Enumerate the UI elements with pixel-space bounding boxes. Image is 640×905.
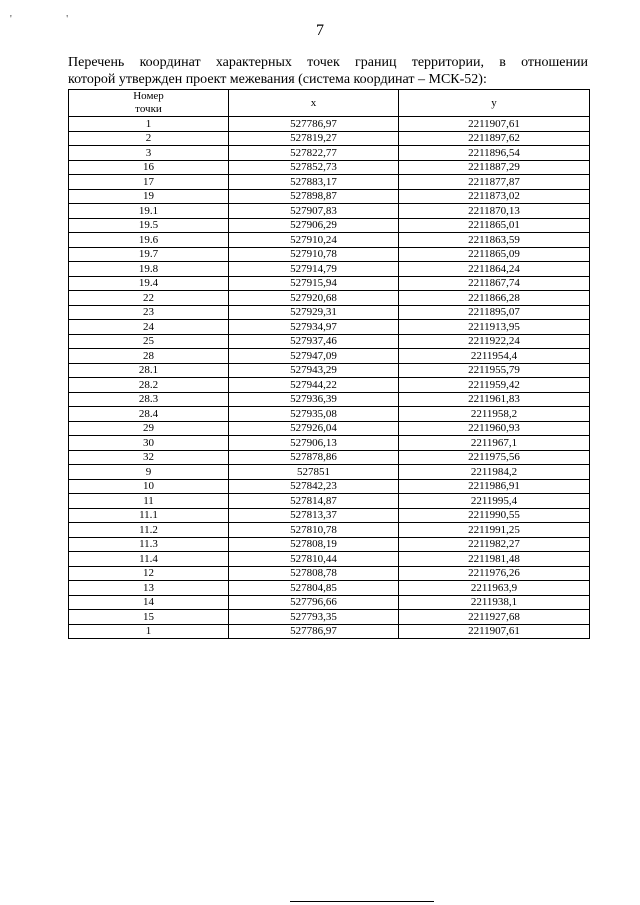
table-row (69, 407, 590, 422)
y-coordinate-cell: 2211913,95 (399, 320, 590, 335)
table-row (69, 247, 590, 262)
x-coordinate-cell: 527947,09 (229, 349, 399, 364)
y-coordinate-cell: 2211954,4 (399, 349, 590, 364)
table-row (69, 218, 590, 233)
header-point-line-1: Номер (133, 90, 164, 102)
x-coordinate-cell: 527936,39 (229, 392, 399, 407)
point-number-cell: 16 (69, 160, 229, 175)
x-coordinate-cell: 527910,24 (229, 233, 399, 248)
y-coordinate-cell: 2211927,68 (399, 610, 590, 625)
table-row (69, 349, 590, 364)
x-coordinate-cell: 527920,68 (229, 291, 399, 306)
header-y: y (399, 90, 590, 117)
table-row (69, 233, 590, 248)
y-coordinate-cell: 2211863,59 (399, 233, 590, 248)
y-coordinate-cell: 2211975,56 (399, 450, 590, 465)
x-coordinate-cell: 527786,97 (229, 624, 399, 639)
point-number-cell: 23 (69, 305, 229, 320)
table-row (69, 581, 590, 596)
y-coordinate-cell: 2211877,87 (399, 175, 590, 190)
table-row (69, 204, 590, 219)
point-number-cell: 11.1 (69, 508, 229, 523)
point-number-cell: 25 (69, 334, 229, 349)
point-number-cell: 19 (69, 189, 229, 204)
table-row (69, 465, 590, 480)
x-coordinate-cell: 527819,27 (229, 131, 399, 146)
point-number-cell: 30 (69, 436, 229, 451)
point-number-cell: 13 (69, 581, 229, 596)
y-coordinate-cell: 2211870,13 (399, 204, 590, 219)
x-coordinate-cell: 527914,79 (229, 262, 399, 277)
heading-line-2: которой утвержден проект межевания (система координат – МСК-52): (68, 72, 487, 87)
x-coordinate-cell: 527808,19 (229, 537, 399, 552)
point-number-cell: 19.1 (69, 204, 229, 219)
y-coordinate-cell: 2211922,24 (399, 334, 590, 349)
table-row (69, 117, 590, 132)
point-number-cell: 19.7 (69, 247, 229, 262)
point-number-cell: 15 (69, 610, 229, 625)
point-number-cell: 1 (69, 624, 229, 639)
corner-marks: ' ' (10, 14, 95, 25)
x-coordinate-cell: 527929,31 (229, 305, 399, 320)
y-coordinate-cell: 2211865,01 (399, 218, 590, 233)
point-number-cell: 11.2 (69, 523, 229, 538)
table-row (69, 624, 590, 639)
table-row (69, 160, 590, 175)
table-row (69, 436, 590, 451)
y-coordinate-cell: 2211960,93 (399, 421, 590, 436)
point-number-cell: 2 (69, 131, 229, 146)
y-coordinate-cell: 2211896,54 (399, 146, 590, 161)
x-coordinate-cell: 527906,29 (229, 218, 399, 233)
y-coordinate-cell: 2211959,42 (399, 378, 590, 393)
table-row (69, 479, 590, 494)
header-point-number (69, 90, 229, 117)
y-coordinate-cell: 2211986,91 (399, 479, 590, 494)
y-coordinate-cell: 2211887,29 (399, 160, 590, 175)
table-row (69, 378, 590, 393)
x-coordinate-cell: 527937,46 (229, 334, 399, 349)
y-coordinate-cell: 2211907,61 (399, 117, 590, 132)
y-coordinate-cell: 2211865,09 (399, 247, 590, 262)
x-coordinate-cell: 527793,35 (229, 610, 399, 625)
y-coordinate-cell: 2211991,25 (399, 523, 590, 538)
point-number-cell: 11.3 (69, 537, 229, 552)
y-coordinate-cell: 2211897,62 (399, 131, 590, 146)
y-coordinate-cell: 2211995,4 (399, 494, 590, 509)
table-row (69, 566, 590, 581)
x-coordinate-cell: 527926,04 (229, 421, 399, 436)
y-coordinate-cell: 2211864,24 (399, 262, 590, 277)
x-coordinate-cell: 527910,78 (229, 247, 399, 262)
point-number-cell: 29 (69, 421, 229, 436)
point-number-cell: 28 (69, 349, 229, 364)
point-number-cell: 11 (69, 494, 229, 509)
point-number-cell: 11.4 (69, 552, 229, 567)
y-coordinate-cell: 2211981,48 (399, 552, 590, 567)
x-coordinate-cell: 527804,85 (229, 581, 399, 596)
point-number-cell: 9 (69, 465, 229, 480)
y-coordinate-cell: 2211984,2 (399, 465, 590, 480)
point-number-cell: 10 (69, 479, 229, 494)
x-coordinate-cell: 527810,44 (229, 552, 399, 567)
table-row (69, 262, 590, 277)
y-coordinate-cell: 2211867,74 (399, 276, 590, 291)
table-row (69, 552, 590, 567)
footer-rule (290, 901, 434, 902)
table-row (69, 334, 590, 349)
x-coordinate-cell: 527822,77 (229, 146, 399, 161)
x-coordinate-cell: 527814,87 (229, 494, 399, 509)
point-number-cell: 14 (69, 595, 229, 610)
x-coordinate-cell: 527810,78 (229, 523, 399, 538)
table-body (69, 117, 590, 639)
point-number-cell: 17 (69, 175, 229, 190)
table-row (69, 421, 590, 436)
x-coordinate-cell: 527786,97 (229, 117, 399, 132)
x-coordinate-cell: 527934,97 (229, 320, 399, 335)
y-coordinate-cell: 2211907,61 (399, 624, 590, 639)
point-number-cell: 24 (69, 320, 229, 335)
point-number-cell: 19.6 (69, 233, 229, 248)
point-number-cell: 28.1 (69, 363, 229, 378)
point-number-cell: 1 (69, 117, 229, 132)
y-coordinate-cell: 2211955,79 (399, 363, 590, 378)
table-header-row (69, 90, 590, 117)
table-row (69, 494, 590, 509)
table-row (69, 320, 590, 335)
table-row (69, 363, 590, 378)
table-row (69, 175, 590, 190)
x-coordinate-cell: 527842,23 (229, 479, 399, 494)
x-coordinate-cell: 527907,83 (229, 204, 399, 219)
table-row (69, 291, 590, 306)
point-number-cell: 28.2 (69, 378, 229, 393)
x-coordinate-cell: 527944,22 (229, 378, 399, 393)
x-coordinate-cell: 527915,94 (229, 276, 399, 291)
x-coordinate-cell: 527852,73 (229, 160, 399, 175)
y-coordinate-cell: 2211938,1 (399, 595, 590, 610)
table-row (69, 450, 590, 465)
x-coordinate-cell: 527906,13 (229, 436, 399, 451)
point-number-cell: 32 (69, 450, 229, 465)
table-row (69, 537, 590, 552)
x-coordinate-cell: 527943,29 (229, 363, 399, 378)
x-coordinate-cell: 527883,17 (229, 175, 399, 190)
x-coordinate-cell: 527898,87 (229, 189, 399, 204)
coordinates-table (68, 89, 590, 639)
table-row (69, 305, 590, 320)
x-coordinate-cell: 527935,08 (229, 407, 399, 422)
point-number-cell: 19.8 (69, 262, 229, 277)
point-number-cell: 19.5 (69, 218, 229, 233)
y-coordinate-cell: 2211982,27 (399, 537, 590, 552)
header-x: x (229, 90, 399, 117)
table-row (69, 146, 590, 161)
y-coordinate-cell: 2211990,55 (399, 508, 590, 523)
x-coordinate-cell: 527878,86 (229, 450, 399, 465)
x-coordinate-cell: 527851 (229, 465, 399, 480)
y-coordinate-cell: 2211958,2 (399, 407, 590, 422)
y-coordinate-cell: 2211873,02 (399, 189, 590, 204)
table-row (69, 508, 590, 523)
y-coordinate-cell: 2211976,26 (399, 566, 590, 581)
table-row (69, 131, 590, 146)
table-row (69, 595, 590, 610)
table-row (69, 189, 590, 204)
point-number-cell: 3 (69, 146, 229, 161)
x-coordinate-cell: 527796,66 (229, 595, 399, 610)
table-row (69, 392, 590, 407)
point-number-cell: 22 (69, 291, 229, 306)
table-row (69, 610, 590, 625)
y-coordinate-cell: 2211895,07 (399, 305, 590, 320)
point-number-cell: 19.4 (69, 276, 229, 291)
x-coordinate-cell: 527813,37 (229, 508, 399, 523)
point-number-cell: 28.4 (69, 407, 229, 422)
y-coordinate-cell: 2211866,28 (399, 291, 590, 306)
table-row (69, 523, 590, 538)
point-number-cell: 28.3 (69, 392, 229, 407)
x-coordinate-cell: 527808,78 (229, 566, 399, 581)
table-heading (68, 54, 588, 88)
point-number-cell: 12 (69, 566, 229, 581)
y-coordinate-cell: 2211967,1 (399, 436, 590, 451)
y-coordinate-cell: 2211963,9 (399, 581, 590, 596)
header-point-line-2: точки (135, 103, 162, 115)
y-coordinate-cell: 2211961,83 (399, 392, 590, 407)
table-row (69, 276, 590, 291)
heading-line-1: Перечень координат характерных точек границ территории, в отношении (68, 55, 588, 70)
page-number: 7 (316, 22, 324, 39)
